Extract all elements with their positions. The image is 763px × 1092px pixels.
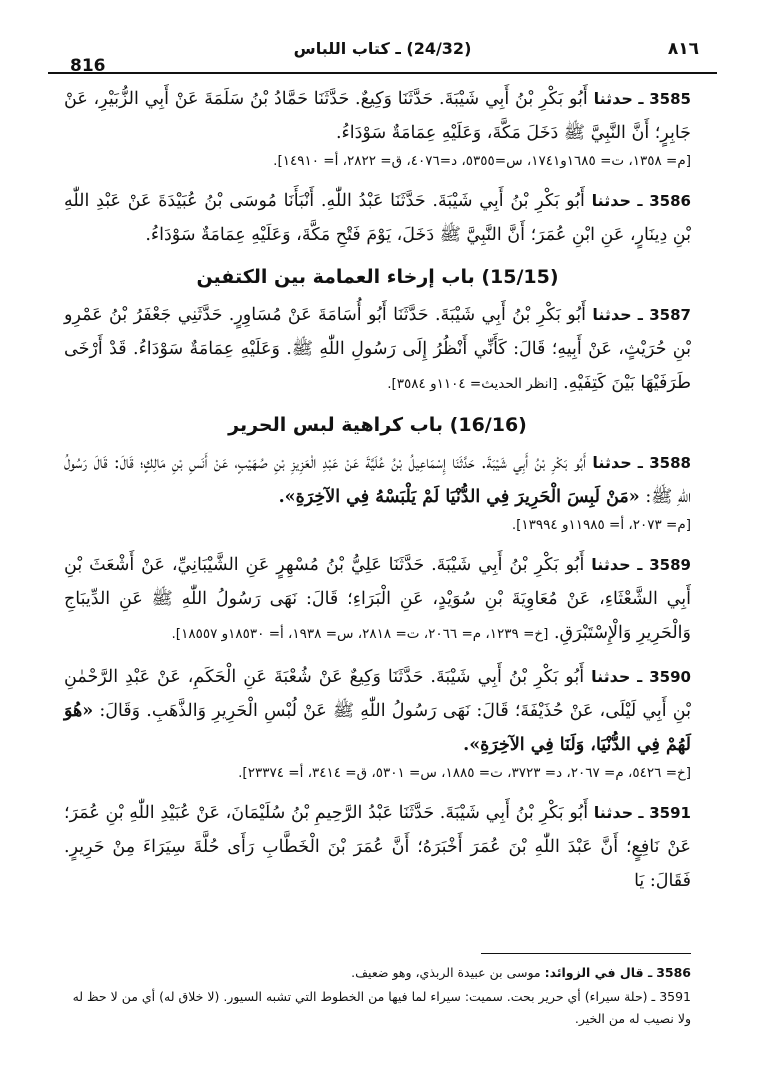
footnote-3591 xyxy=(64,986,691,1030)
chapter-heading-16: (16/16) باب كراهية لبس الحرير xyxy=(228,414,527,436)
footnote-number: 3586 xyxy=(656,965,691,980)
footnote-label: ـ (حلة سيراء) xyxy=(584,989,656,1004)
footnote-text: موسى بن عبيدة الربذي، وهو ضعيف. xyxy=(351,965,541,980)
hadith-intro: حدثنا xyxy=(593,803,634,822)
hadith-number: 3591 xyxy=(649,804,691,822)
hadith-number: 3590 xyxy=(649,668,691,686)
footnote-text: أي حرير بحت. سميت: سيراء لما فيها من الخطوط التي تشبه السيور. (لا خلاق له) أي من لا حظ له ولا نصيب له من الخير. xyxy=(72,989,691,1026)
hadith-text: أَبُو بَكْرِ بْنُ أَبِي شَيْبَةَ. حَدَّثَنَا إِسْمَاعِيلُ بْنُ عُلَيَّةَ عَنْ عَبْدِ الْعَزِيزِ بْنِ صُهَيْبٍ، عَنْ أَنَسِ بْنِ مَالِكٍ؛ قَالَ: قَالَ رَسُولُ اللّٰهِ ﷺ: xyxy=(64,453,691,507)
hadith-intro: حدثنا xyxy=(592,305,632,324)
hadith-refs: [خ= ١٢٣٩، م= ٢٠٦٦، ت= ٢٨١٨، س= ١٩٣٨، أ= ١٨٥٣٠و ١٨٥٥٧]. xyxy=(171,626,549,642)
hadith-text: أَبُو بَكْرِ بْنُ أَبِي شَيْبَةَ. حَدَّثَنَا عَلِيُّ بْنُ مُسْهِرٍ عَنِ الشَّيْبَانِيِّ، عَنْ أَشْعَثَ بْنِ أَبِي الشَّعْثَاءِ، عَنْ مُعَاوِيَةَ بْنِ سُوَيْدٍ، عَنِ الْبَرَاءِ؛ قَالَ: نَهَى رَسُولُ اللّٰهِ ﷺ عَنِ الدِّيبَاجِ وَالْحَرِيرِ وَالْإِسْتَبْرَقِ. xyxy=(64,555,691,643)
prophetic-saying: «مَنْ لَبِسَ الْحَرِيرَ فِي الدُّنْيَا لَمْ يَلْبَسْهُ فِي الآخِرَةِ». xyxy=(278,487,640,507)
hadith-intro: حدثنا xyxy=(592,453,632,472)
hadith-refs: [م= ١٣٥٨، ت= ١٦٨٥و١٧٤١، س=٥٣٥٥، د=٤٠٧٦، ق= ٢٨٢٢، أ= ١٤٩١٠]. xyxy=(273,153,691,169)
hadith-intro: حدثنا xyxy=(591,667,631,686)
hadith-text: أَبُو بَكْرِ بْنُ أَبِي شَيْبَةَ. حَدَّثَنَا عَبْدُ اللّٰهِ. أَنْبَأَنَا مُوسَى بْنُ عُبَيْدَةَ عَنْ عَبْدِ اللّٰهِ بْنِ دِينَارٍ، عَنِ ابْنِ عُمَرَ؛ أَنَّ النَّبِيَّ ﷺ دَخَلَ، يَوْمَ فَتْحِ مَكَّةَ، وَعَلَيْهِ عِمَامَةٌ سَوْدَاءُ. xyxy=(64,191,691,245)
page-number-arabic: ٨١٦ xyxy=(667,39,699,59)
hadith-3586: 3586 ـ حدثنا أَبُو بَكْرِ بْنُ أَبِي شَيْبَةَ. حَدَّثَنَا عَبْدُ اللّٰهِ. أَنْبَأَنَا مُوسَى بْنُ عُبَيْدَةَ عَنْ عَبْدِ اللّٰهِ بْنِ دِينَارٍ، عَنِ ابْنِ عُمَرَ؛ أَنَّ النَّبِيَّ ﷺ دَخَلَ، يَوْمَ فَتْحِ مَكَّةَ، وَعَلَيْهِ عِمَامَةٌ سَوْدَاءُ. xyxy=(64,191,691,245)
hadith-3585: 3585 ـ حدثنا أَبُو بَكْرِ بْنُ أَبِي شَيْبَةَ. حَدَّثَنَا وَكِيعٌ. حَدَّثَنَا حَمَّادُ بْنُ سَلَمَةَ عَنْ أَبِي الزُّبَيْرِ، عَنْ جَابِرٍ؛ أَنَّ النَّبِيَّ ﷺ دَخَلَ مَكَّةَ، وَعَلَيْهِ عِمَامَةٌ سَوْدَاءُ. [م= ١٣٥٨، ت= ١٦٨٥و١٧٤١، س=٥٣٥٥، د=٤٠٧٦، ق= ٢٨٢٢، أ= ١٤٩١٠]. xyxy=(64,82,691,174)
page-number: 816 xyxy=(70,56,106,76)
footnote-separator xyxy=(481,953,691,954)
hadith-number: 3587 xyxy=(649,306,691,324)
hadith-3590: 3590 ـ حدثنا أَبُو بَكْرِ بْنُ أَبِي شَيْبَةَ. حَدَّثَنَا وَكِيعٌ عَنْ شُعْبَةَ عَنِ الْحَكَمِ، عَنْ عَبْدِ الرَّحْمٰنِ بْنِ أَبِي لَيْلَى، عَنْ حُذَيْفَةَ؛ قَالَ: نَهَى رَسُولُ اللّٰهِ ﷺ عَنْ لُبْسِ الْحَرِيرِ وَالذَّهَبِ. وَقَالَ: «هُوَ لَهُمْ فِي الدُّنْيَا، وَلَنَا فِي الآخِرَةِ». [خ= ٥٤٢٦، م= ٢٠٦٧، د= ٣٧٢٣، ت= ١٨٨٥، س= ٥٣٠١، ق= ٣٤١٤، أ= ٢٣٣٧٤]. xyxy=(64,660,691,786)
footnote-3586 xyxy=(64,962,691,984)
hadith-3588: 3588 ـ حدثنا أَبُو بَكْرِ بْنُ أَبِي شَيْبَةَ. حَدَّثَنَا إِسْمَاعِيلُ بْنُ عُلَيَّةَ عَنْ عَبْدِ الْعَزِيزِ بْنِ صُهَيْبٍ، عَنْ أَنَسِ بْنِ مَالِكٍ؛ قَالَ: قَالَ رَسُولُ اللّٰهِ ﷺ: «مَنْ لَبِسَ الْحَرِيرَ فِي الدُّنْيَا لَمْ يَلْبَسْهُ فِي الآخِرَةِ». [م= ٢٠٧٣، أ= ١١٩٨٥و ١٣٩٩٤]. xyxy=(64,446,691,538)
hadith-intro: حدثنا xyxy=(593,89,633,108)
hadith-text: أَبُو بَكْرِ بْنُ أَبِي شَيْبَةَ. حَدَّثَنَا عَبْدُ الرَّحِيمِ بْنُ سُلَيْمَانَ، عَنْ عُبَيْدِ اللّٰهِ بْنِ عُمَرَ؛ عَنْ نَافِعٍ؛ أَنَّ عَبْدَ اللّٰهِ بْنَ عُمَرَ أَخْبَرَهُ؛ أَنَّ عُمَرَ بْنَ الْخَطَّابِ رَأَى حُلَّةَ سِيَرَاءَ مِنْ حَرِيرٍ. فَقَالَ: يَا xyxy=(64,803,691,891)
hadith-text: أَبُو بَكْرِ بْنُ أَبِي شَيْبَةَ. حَدَّثَنَا وَكِيعٌ. حَدَّثَنَا حَمَّادُ بْنُ سَلَمَةَ عَنْ أَبِي الزُّبَيْرِ، عَنْ جَابِرٍ؛ أَنَّ النَّبِيَّ ﷺ دَخَلَ مَكَّةَ، وَعَلَيْهِ عِمَامَةٌ سَوْدَاءُ. xyxy=(64,89,691,143)
running-title: (24/32) ـ كتاب اللباس xyxy=(293,39,472,58)
prophetic-saying: «هُوَ لَهُمْ فِي الدُّنْيَا، وَلَنَا فِي الآخِرَةِ». xyxy=(64,701,691,755)
chapter-heading-15: (15/15) باب إرخاء العمامة بين الكتفين xyxy=(196,266,559,288)
footnotes xyxy=(64,962,691,1032)
hadith-text: أَبُو بَكْرِ بْنُ أَبِي شَيْبَةَ. حَدَّثَنَا وَكِيعٌ عَنْ شُعْبَةَ عَنِ الْحَكَمِ، عَنْ عَبْدِ الرَّحْمٰنِ بْنِ أَبِي لَيْلَى، عَنْ حُذَيْفَةَ؛ قَالَ: نَهَى رَسُولُ اللّٰهِ ﷺ عَنْ لُبْسِ الْحَرِيرِ وَالذَّهَبِ. وَقَالَ: xyxy=(64,667,691,721)
hadith-3587: 3587 ـ حدثنا أَبُو بَكْرِ بْنُ أَبِي شَيْبَةَ. حَدَّثَنَا أَبُو أُسَامَةَ عَنْ مُسَاوِرٍ. حَدَّثَنِي جَعْفَرُ بْنُ عَمْرِو بْنِ حُرَيْثٍ، عَنْ أَبِيهِ؛ قَالَ: كَأَنِّي أَنْظُرُ إِلَى رَسُولِ اللّٰهِ ﷺ. وَعَلَيْهِ عِمَامَةٌ سَوْدَاءُ. قَدْ أَرْخَى طَرَفَيْهَا بَيْنَ كَتِفَيْهِ. [انظر الحديث= ١١٠٤و ٣٥٨٤]. xyxy=(64,305,691,393)
hadith-text: أَبُو بَكْرِ بْنُ أَبِي شَيْبَةَ. حَدَّثَنَا أَبُو أُسَامَةَ عَنْ مُسَاوِرٍ. حَدَّثَنِي جَعْفَرُ بْنُ عَمْرِو بْنِ حُرَيْثٍ، عَنْ أَبِيهِ؛ قَالَ: كَأَنِّي أَنْظُرُ إِلَى رَسُولِ اللّٰهِ ﷺ. وَعَلَيْهِ عِمَامَةٌ سَوْدَاءُ. قَدْ أَرْخَى طَرَفَيْهَا بَيْنَ كَتِفَيْهِ. xyxy=(64,305,691,393)
hadith-refs: [م= ٢٠٧٣، أ= ١١٩٨٥و ١٣٩٩٤]. xyxy=(511,517,691,533)
page-header xyxy=(48,38,717,74)
hadith-refs: [انظر الحديث= ١١٠٤و ٣٥٨٤]. xyxy=(387,376,558,392)
hadith-3589: 3589 ـ حدثنا أَبُو بَكْرِ بْنُ أَبِي شَيْبَةَ. حَدَّثَنَا عَلِيُّ بْنُ مُسْهِرٍ عَنِ الشَّيْبَانِيِّ، عَنْ أَشْعَثَ بْنِ أَبِي الشَّعْثَاءِ، عَنْ مُعَاوِيَةَ بْنِ سُوَيْدٍ، عَنِ الْبَرَاءِ؛ قَالَ: نَهَى رَسُولُ اللّٰهِ ﷺ عَنِ الدِّيبَاجِ وَالْحَرِيرِ وَالْإِسْتَبْرَقِ. [خ= ١٢٣٩، م= ٢٠٦٦، ت= ٢٨١٨، س= ١٩٣٨، أ= ١٨٥٣٠و ١٨٥٥٧]. xyxy=(64,555,691,643)
footnote-number: 3591 xyxy=(659,989,691,1004)
page-body xyxy=(64,82,691,908)
hadith-intro: حدثنا xyxy=(591,555,631,574)
hadith-3591: 3591 ـ حدثنا أَبُو بَكْرِ بْنُ أَبِي شَيْبَةَ. حَدَّثَنَا عَبْدُ الرَّحِيمِ بْنُ سُلَيْمَانَ، عَنْ عُبَيْدِ اللّٰهِ بْنِ عُمَرَ؛ عَنْ نَافِعٍ؛ أَنَّ عَبْدَ اللّٰهِ بْنَ عُمَرَ أَخْبَرَهُ؛ أَنَّ عُمَرَ بْنَ الْخَطَّابِ رَأَى حُلَّةَ سِيَرَاءَ مِنْ حَرِيرٍ. فَقَالَ: يَا xyxy=(64,803,691,891)
hadith-number: 3585 xyxy=(649,90,691,108)
hadith-refs: [خ= ٥٤٢٦، م= ٢٠٦٧، د= ٣٧٢٣، ت= ١٨٨٥، س= ٥٣٠١، ق= ٣٤١٤، أ= ٢٣٣٧٤]. xyxy=(238,765,691,781)
hadith-intro: حدثنا xyxy=(591,191,631,210)
hadith-number: 3588 xyxy=(649,454,691,472)
hadith-number: 3589 xyxy=(649,556,691,574)
hadith-number: 3586 xyxy=(649,192,691,210)
footnote-label: ـ قال في الزوائد: xyxy=(544,965,653,980)
